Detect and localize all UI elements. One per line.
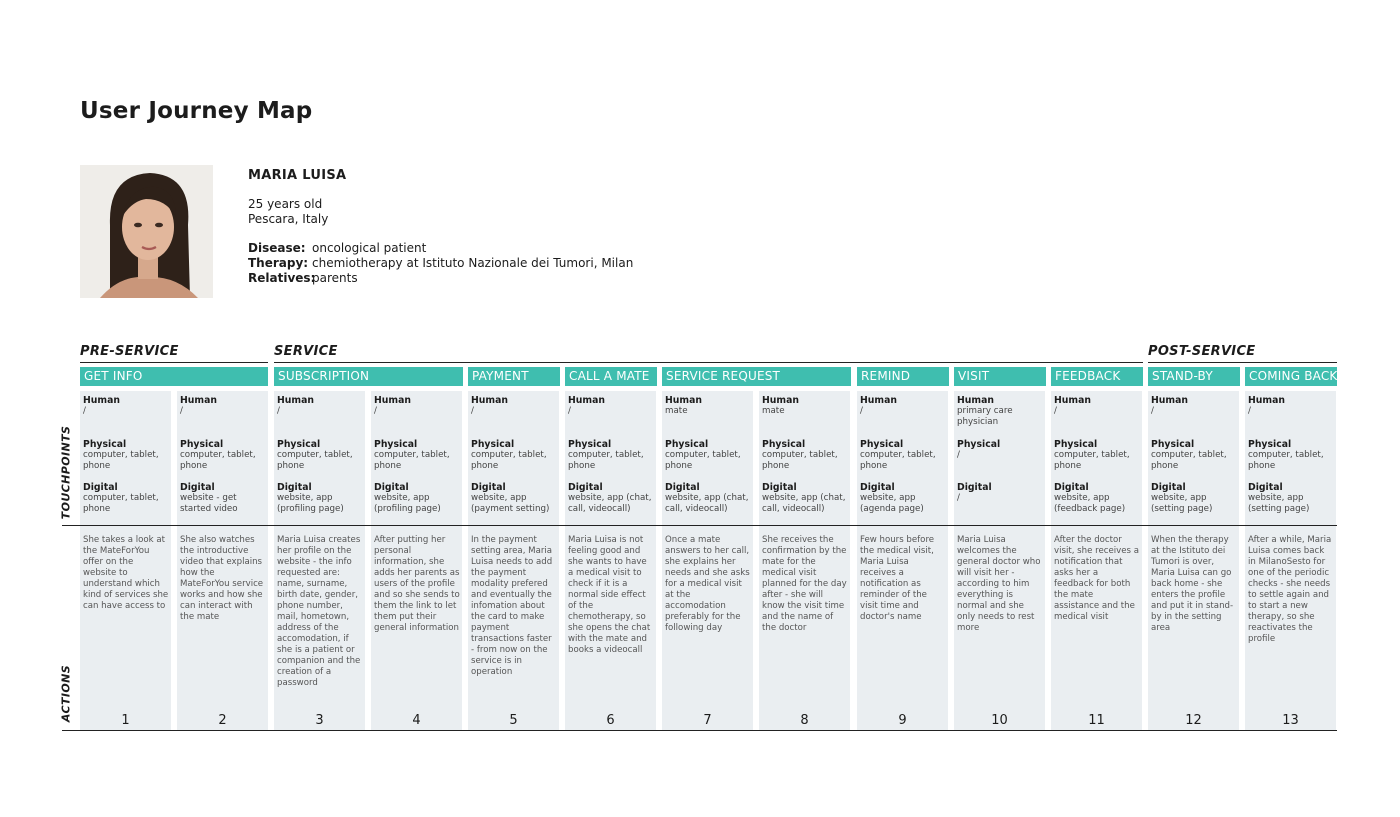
touchpoint-human-value: / <box>568 406 571 416</box>
touchpoint-physical-label: Physical <box>665 439 709 450</box>
touchpoint-digital <box>957 482 1043 504</box>
journey-column <box>1245 391 1336 730</box>
touchpoint-human-label: Human <box>568 395 605 406</box>
stage-coming-back: COMING BACK <box>1245 367 1337 386</box>
touchpoint-physical-value: / <box>957 450 960 460</box>
touchpoint-human <box>1248 395 1334 417</box>
journey-column <box>177 391 268 730</box>
journey-column <box>1051 391 1142 730</box>
touchpoint-physical-value: computer, tablet, phone <box>860 450 936 471</box>
journey-column <box>565 391 656 730</box>
touchpoint-physical <box>860 439 946 472</box>
action-description: After putting her personal information, she adds her parents as users of the profile and so she sends to them the link to let them put their general information <box>374 535 460 633</box>
touchpoint-physical-value: computer, tablet, phone <box>1151 450 1227 471</box>
persona-photo <box>80 165 213 298</box>
touchpoint-physical-label: Physical <box>1248 439 1292 450</box>
step-number: 7 <box>703 713 712 728</box>
touchpoint-digital-value: website, app (chat, call, videocall) <box>762 493 846 514</box>
touchpoint-digital <box>665 482 751 515</box>
touchpoint-digital-value: computer, tablet, phone <box>83 493 159 514</box>
touchpoint-digital <box>860 482 946 515</box>
action-description: After the doctor visit, she receives a notification that asks her a feedback for both the mate assistance and the medical visit <box>1054 535 1139 622</box>
touchpoint-digital-label: Digital <box>1248 482 1283 493</box>
touchpoint-human-value: / <box>1151 406 1154 416</box>
touchpoint-digital <box>568 482 654 515</box>
touchpoint-digital-label: Digital <box>1151 482 1186 493</box>
touchpoint-physical-label: Physical <box>957 439 1001 450</box>
journey-column <box>954 391 1045 730</box>
stage-service-request: SERVICE REQUEST <box>662 367 851 386</box>
touchpoint-human-label: Human <box>83 395 120 406</box>
journey-column <box>274 391 365 730</box>
touchpoint-physical <box>180 439 266 472</box>
touchpoint-digital-value: / <box>957 493 960 503</box>
touchpoint-human-value: primary care physician <box>957 406 1013 427</box>
touchpoint-physical-value: computer, tablet, phone <box>762 450 838 471</box>
touchpoint-physical-value: computer, tablet, phone <box>180 450 256 471</box>
touchpoint-digital-label: Digital <box>374 482 409 493</box>
touchpoint-physical-label: Physical <box>1151 439 1195 450</box>
step-number: 4 <box>412 713 421 728</box>
row-label-actions: ACTIONS <box>59 664 73 723</box>
action-description: After a while, Maria Luisa comes back in MilanoSesto for one of the periodic checks - she needs to settle again and to start a new therapy, so she reactivates the profile <box>1248 535 1332 644</box>
stage-payment: PAYMENT <box>468 367 560 386</box>
touchpoint-physical <box>1248 439 1334 472</box>
touchpoint-digital-value: website, app (profiling page) <box>277 493 344 514</box>
touchpoint-human <box>957 395 1043 428</box>
touchpoint-digital-label: Digital <box>568 482 603 493</box>
bottom-divider <box>62 730 1337 731</box>
touchpoint-digital-label: Digital <box>860 482 895 493</box>
touchpoint-human-value: mate <box>665 406 688 416</box>
touchpoint-digital-label: Digital <box>471 482 506 493</box>
relatives-row <box>248 271 633 286</box>
touchpoint-physical <box>277 439 363 472</box>
disease-value: oncological patient <box>312 241 427 255</box>
touchpoint-human <box>277 395 363 417</box>
relatives-label: Relatives: <box>248 271 316 285</box>
touchpoint-human-value: / <box>277 406 280 416</box>
touchpoint-physical <box>957 439 1043 461</box>
touchpoint-physical <box>568 439 654 472</box>
touchpoint-digital-value: website, app (chat, call, videocall) <box>665 493 749 514</box>
touchpoint-digital <box>1248 482 1334 515</box>
touchpoint-human <box>1054 395 1140 417</box>
touchpoint-physical-value: computer, tablet, phone <box>83 450 159 471</box>
stage-stand-by: STAND-BY <box>1148 367 1240 386</box>
persona-info <box>248 168 633 286</box>
phase-divider <box>1148 362 1337 363</box>
phase-post-service: POST-SERVICE <box>1148 344 1256 359</box>
portrait-image <box>80 165 213 298</box>
touchpoint-human-value: / <box>471 406 474 416</box>
touchpoint-human <box>665 395 751 417</box>
step-number: 2 <box>218 713 227 728</box>
touchpoint-physical-label: Physical <box>471 439 515 450</box>
action-description: She also watches the introductive video that explains how the MateForYou service works and how she can interact with the mate <box>180 535 264 622</box>
touchpoint-physical <box>1151 439 1237 472</box>
journey-column <box>468 391 559 730</box>
therapy-row <box>248 256 633 271</box>
step-number: 3 <box>315 713 324 728</box>
touchpoint-human-label: Human <box>1054 395 1091 406</box>
touchpoint-physical <box>665 439 751 472</box>
touchpoint-human-value: / <box>1054 406 1057 416</box>
touchpoint-digital-value: website, app (payment setting) <box>471 493 550 514</box>
touchpoint-digital-value: website, app (setting page) <box>1151 493 1213 514</box>
stage-remind: REMIND <box>857 367 949 386</box>
touchpoint-physical-label: Physical <box>568 439 612 450</box>
action-description: Maria Luisa is not feeling good and she wants to have a medical visit to check if it is a normal side effect of the chemotherapy, so she opens the chat with the mate and books a videocall <box>568 535 651 655</box>
touchpoint-human <box>568 395 654 417</box>
touchpoint-human <box>471 395 557 417</box>
touchpoint-digital-value: website, app (setting page) <box>1248 493 1310 514</box>
touchpoint-physical-label: Physical <box>860 439 904 450</box>
persona-name: MARIA LUISA <box>248 168 347 183</box>
touchpoint-physical-label: Physical <box>762 439 806 450</box>
touchpoint-physical <box>374 439 460 472</box>
touchpoint-human-value: / <box>860 406 863 416</box>
persona-age: 25 years old <box>248 197 323 211</box>
touchpoint-physical-value: computer, tablet, phone <box>1054 450 1130 471</box>
touchpoint-physical <box>762 439 848 472</box>
step-number: 1 <box>121 713 130 728</box>
touchpoint-human <box>860 395 946 417</box>
touchpoint-human-label: Human <box>957 395 994 406</box>
touchpoint-human-label: Human <box>471 395 508 406</box>
touchpoint-physical-value: computer, tablet, phone <box>277 450 353 471</box>
action-description: She receives the confirmation by the mate for the medical visit planned for the day after - she will know the visit time and the name of the doctor <box>762 535 847 633</box>
touchpoint-human-label: Human <box>665 395 702 406</box>
touchpoint-human-value: / <box>374 406 377 416</box>
touchpoint-human-label: Human <box>860 395 897 406</box>
touchpoint-human-value: / <box>1248 406 1251 416</box>
step-number: 10 <box>991 713 1008 728</box>
touchpoint-physical-label: Physical <box>374 439 418 450</box>
stage-visit: VISIT <box>954 367 1046 386</box>
touchpoint-digital-label: Digital <box>665 482 700 493</box>
touchpoint-digital <box>83 482 169 515</box>
therapy-label: Therapy: <box>248 256 309 270</box>
touchpoint-physical <box>1054 439 1140 472</box>
touchpoint-physical-value: computer, tablet, phone <box>665 450 741 471</box>
action-description: In the payment setting area, Maria Luisa needs to add the payment modality prefered and eventually the infomation about the card to make payment transactions faster - from now on the service is in operation <box>471 535 553 677</box>
touchpoint-human-label: Human <box>180 395 217 406</box>
touchpoint-digital-value: website, app (chat, call, videocall) <box>568 493 652 514</box>
touchpoint-human-label: Human <box>374 395 411 406</box>
touchpoint-digital-label: Digital <box>277 482 312 493</box>
touchpoint-human <box>374 395 460 417</box>
touchpoint-human-label: Human <box>762 395 799 406</box>
journey-column <box>662 391 753 730</box>
stage-get-info: GET INFO <box>80 367 268 386</box>
action-description: She takes a look at the MateForYou offer on the website to understand which kind of services she can have access to <box>83 535 169 611</box>
touchpoint-digital-value: website, app (profiling page) <box>374 493 441 514</box>
touchpoint-digital <box>374 482 460 515</box>
touchpoint-digital-label: Digital <box>1054 482 1089 493</box>
touchpoint-physical-value: computer, tablet, phone <box>1248 450 1324 471</box>
stage-call-a-mate: CALL A MATE <box>565 367 657 386</box>
touchpoint-digital <box>277 482 363 515</box>
page-title: User Journey Map <box>80 98 313 124</box>
touchpoint-human-label: Human <box>1151 395 1188 406</box>
touchpoint-digital-value: website, app (feedback page) <box>1054 493 1126 514</box>
touchpoint-digital <box>1054 482 1140 515</box>
action-description: Once a mate answers to her call, she explains her needs and she asks for a medical visit at the accomodation preferably for the following day <box>665 535 750 633</box>
phase-pre-service: PRE-SERVICE <box>80 344 179 359</box>
touchpoint-human <box>762 395 848 417</box>
step-number: 9 <box>898 713 907 728</box>
touchpoint-physical-label: Physical <box>180 439 224 450</box>
journey-column <box>759 391 850 730</box>
touchpoint-physical <box>83 439 169 472</box>
touchpoint-human <box>83 395 169 417</box>
journey-column <box>1148 391 1239 730</box>
row-label-touchpoints: TOUCHPOINTS <box>59 425 73 520</box>
step-number: 8 <box>800 713 809 728</box>
action-description: Maria Luisa welcomes the general doctor who will visit her - according to him everything is normal and she only needs to rest more <box>957 535 1041 633</box>
journey-column <box>857 391 948 730</box>
touchpoint-digital <box>762 482 848 515</box>
action-description: Maria Luisa creates her profile on the website - the info requested are: name, surname, birth date, gender, phone number, mail, hometown, address of the accomodation, if she is a patient or companion and the creation of a password <box>277 535 361 688</box>
step-number: 5 <box>509 713 518 728</box>
touchpoint-digital-label: Digital <box>762 482 797 493</box>
touchpoint-human-value: / <box>83 406 86 416</box>
disease-row <box>248 241 633 256</box>
step-number: 13 <box>1282 713 1299 728</box>
phase-service: SERVICE <box>274 344 338 359</box>
therapy-value: chemiotherapy at Istituto Nazionale dei Tumori, Milan <box>312 256 634 270</box>
persona-location: Pescara, Italy <box>248 212 329 226</box>
journey-column <box>371 391 462 730</box>
touchpoint-physical-value: computer, tablet, phone <box>568 450 644 471</box>
touchpoint-human-value: / <box>180 406 183 416</box>
relatives-value: parents <box>312 271 358 285</box>
step-number: 6 <box>606 713 615 728</box>
stage-subscription: SUBSCRIPTION <box>274 367 463 386</box>
section-divider <box>62 525 1337 526</box>
touchpoint-human-value: mate <box>762 406 785 416</box>
journey-column <box>80 391 171 730</box>
phase-divider <box>80 362 268 363</box>
step-number: 12 <box>1185 713 1202 728</box>
touchpoint-digital <box>180 482 266 515</box>
touchpoint-physical-label: Physical <box>83 439 127 450</box>
touchpoint-human <box>1151 395 1237 417</box>
touchpoint-digital-label: Digital <box>957 482 992 493</box>
touchpoint-digital-label: Digital <box>83 482 118 493</box>
touchpoint-physical-label: Physical <box>277 439 321 450</box>
action-description: Few hours before the medical visit, Maria Luisa receives a notification as reminder of the visit time and doctor's name <box>860 535 935 622</box>
touchpoint-physical-value: computer, tablet, phone <box>471 450 547 471</box>
touchpoint-human-label: Human <box>1248 395 1285 406</box>
disease-label: Disease: <box>248 241 306 255</box>
touchpoint-physical-label: Physical <box>1054 439 1098 450</box>
touchpoint-digital-value: website, app (agenda page) <box>860 493 924 514</box>
touchpoint-digital <box>1151 482 1237 515</box>
touchpoint-physical-value: computer, tablet, phone <box>374 450 450 471</box>
touchpoint-physical <box>471 439 557 472</box>
step-number: 11 <box>1088 713 1105 728</box>
touchpoint-digital <box>471 482 557 515</box>
phase-divider <box>274 362 1143 363</box>
touchpoint-digital-value: website - get started video <box>180 493 238 514</box>
touchpoint-human <box>180 395 266 417</box>
stage-feedback: FEEDBACK <box>1051 367 1143 386</box>
touchpoint-human-label: Human <box>277 395 314 406</box>
action-description: When the therapy at the Istituto dei Tumori is over, Maria Luisa can go back home - she enters the profile and put it in stand-by in the setting area <box>1151 535 1234 633</box>
touchpoint-digital-label: Digital <box>180 482 215 493</box>
